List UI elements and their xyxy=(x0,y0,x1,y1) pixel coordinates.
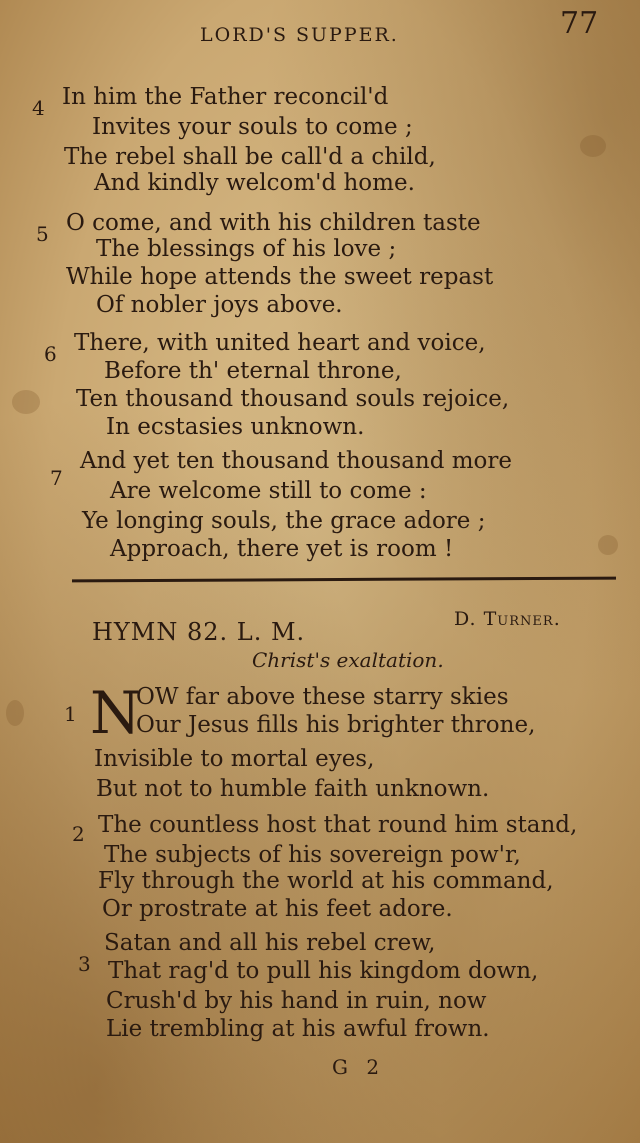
hymn-author: D. Turner. xyxy=(454,608,561,630)
running-title: LORD'S SUPPER. xyxy=(200,24,399,46)
verse-line: Are welcome still to come : xyxy=(110,478,427,504)
verse-line: And yet ten thousand thousand more xyxy=(80,448,513,474)
verse-line: But not to humble faith unknown. xyxy=(96,776,490,802)
verse-line: Ye longing souls, the grace adore ; xyxy=(82,508,486,534)
verse-line: In ecstasies unknown. xyxy=(106,414,365,440)
verse-line: The subjects of his sovereign pow'r, xyxy=(104,842,521,868)
verse-line: Invisible to mortal eyes, xyxy=(94,746,375,772)
page-number: 77 xyxy=(560,6,599,41)
signature-mark: G 2 xyxy=(332,1055,386,1079)
verse-line: Satan and all his rebel crew, xyxy=(104,930,436,956)
hymn-heading: HYMN 82. L. M. xyxy=(92,618,306,646)
verse-number: 6 xyxy=(44,342,57,366)
verse-line: O come, and with his children taste xyxy=(66,210,481,236)
verse-number: 5 xyxy=(36,222,49,246)
paper-stain xyxy=(598,535,618,555)
verse-line: The blessings of his love ; xyxy=(96,236,397,262)
verse-line: There, with united heart and voice, xyxy=(74,330,486,356)
verse-line: Invites your souls to come ; xyxy=(92,114,413,140)
verse-line: Of nobler joys above. xyxy=(96,292,343,318)
verse-line: While hope attends the sweet repast xyxy=(66,264,494,290)
verse-line: Lie trembling at his awful frown. xyxy=(106,1016,490,1042)
verse-line: In him the Father reconcil'd xyxy=(62,84,389,110)
verse-line: Approach, there yet is room ! xyxy=(110,536,454,562)
verse-number: 7 xyxy=(50,466,63,490)
drop-cap: N xyxy=(90,679,141,747)
paper-stain xyxy=(12,390,40,414)
verse-line: OW far above these starry skies xyxy=(136,684,509,710)
verse-line: Ten thousand thousand souls rejoice, xyxy=(76,386,510,412)
verse-line: Crush'd by his hand in ruin, now xyxy=(106,988,487,1014)
section-divider xyxy=(72,577,616,583)
verse-number: 1 xyxy=(64,702,77,726)
verse-number: 3 xyxy=(78,952,91,976)
hymn-subtitle: Christ's exaltation. xyxy=(252,648,444,672)
verse-number: 2 xyxy=(72,822,85,846)
verse-line: And kindly welcom'd home. xyxy=(94,170,415,196)
verse-line: That rag'd to pull his kingdom down, xyxy=(108,958,539,984)
verse-line: The countless host that round him stand, xyxy=(98,812,578,838)
verse-line: Before th' eternal throne, xyxy=(104,358,402,384)
paper-stain xyxy=(6,700,24,726)
verse-number: 4 xyxy=(32,96,45,120)
verse-line: Or prostrate at his feet adore. xyxy=(102,896,453,922)
verse-line: Fly through the world at his command, xyxy=(98,868,554,894)
verse-line: The rebel shall be call'd a child, xyxy=(64,144,436,170)
verse-line: Our Jesus fills his brighter throne, xyxy=(136,712,536,738)
paper-stain xyxy=(580,135,606,157)
